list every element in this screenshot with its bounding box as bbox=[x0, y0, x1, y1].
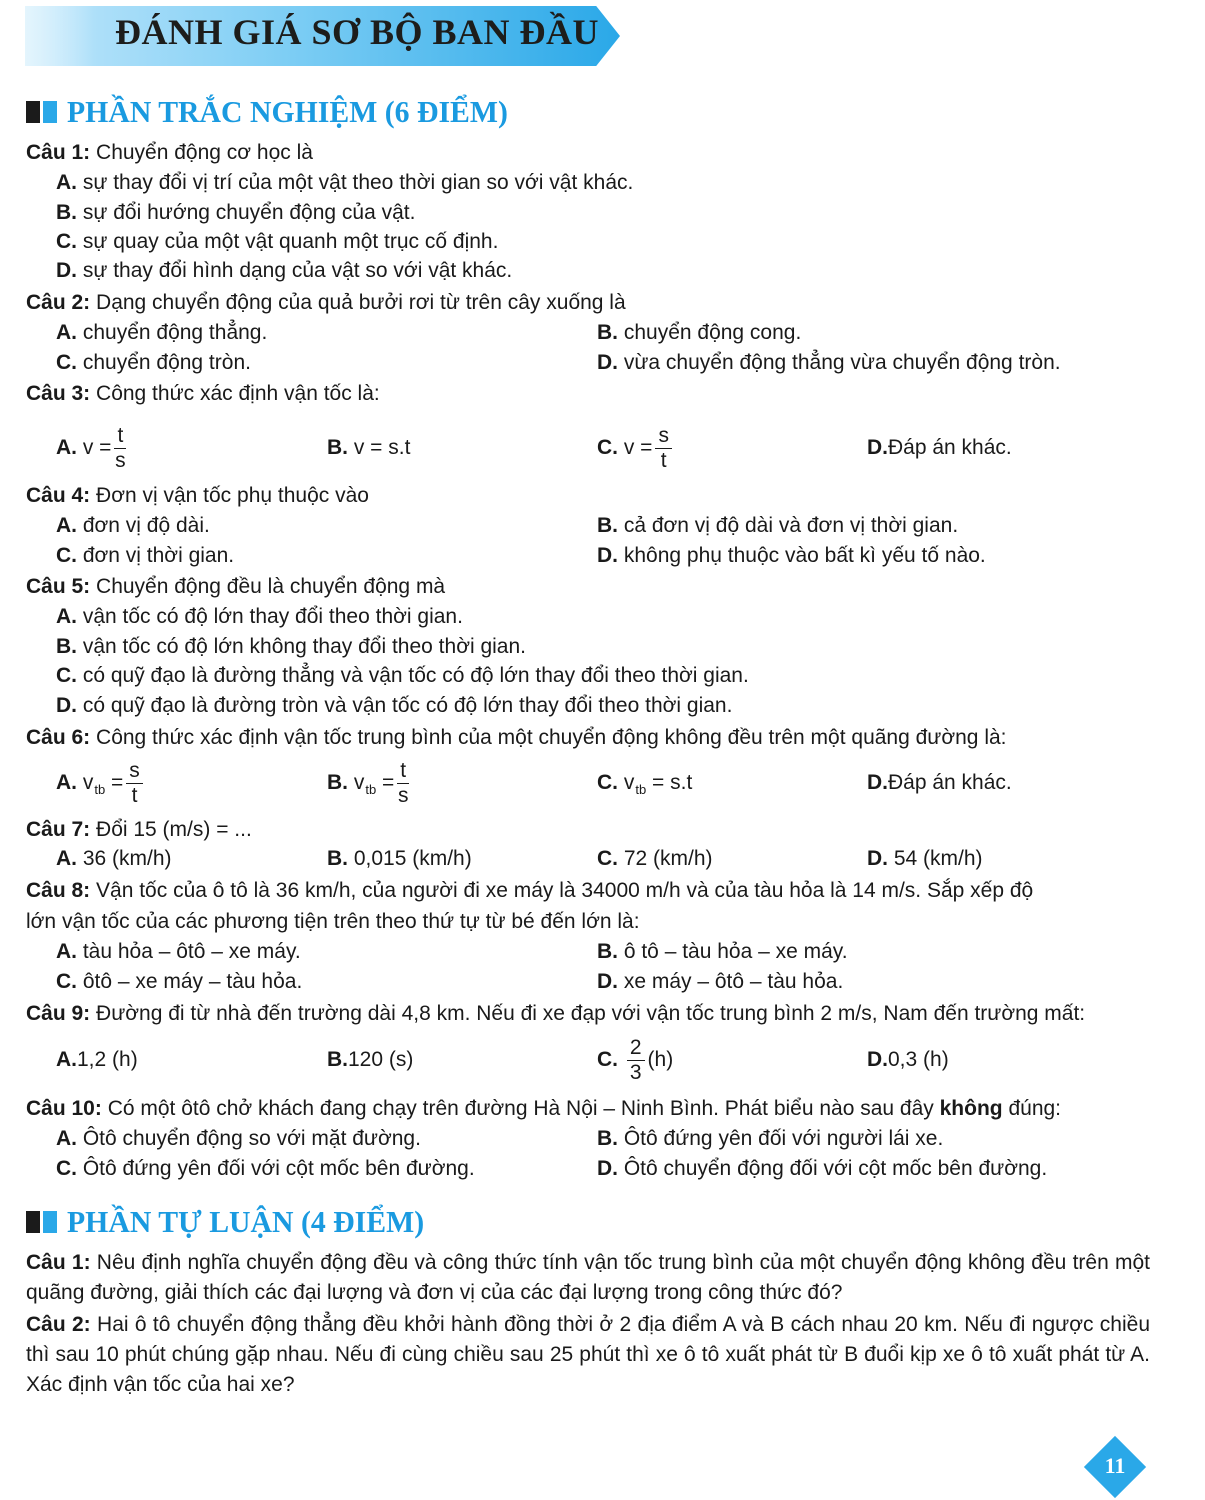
option-4d: D. không phụ thuộc vào bất kì yếu tố nào. bbox=[597, 544, 986, 567]
page-number-badge bbox=[1083, 1435, 1147, 1499]
option-2c: C. chuyển động tròn. bbox=[56, 351, 251, 374]
section-title: PHẦN TRẮC NGHIỆM (6 ĐIỂM) bbox=[67, 94, 508, 129]
option-8b: B. ô tô – tàu hỏa – xe máy. bbox=[597, 940, 848, 963]
option-2d: D. vừa chuyển động thẳng vừa chuyển động tròn. bbox=[597, 351, 1061, 374]
question-text: Chuyển động cơ học là bbox=[90, 141, 313, 164]
option-1d: D. sự thay đổi hình dạng của vật so với vật khác. bbox=[56, 259, 513, 282]
option-9d: D. 0,3 (h) bbox=[867, 1048, 949, 1071]
option-7a: A. 36 (km/h) bbox=[56, 847, 172, 870]
option-8c: C. ôtô – xe máy – tàu hỏa. bbox=[56, 970, 303, 993]
fraction: $\frac{s}{t}$ bbox=[655, 424, 672, 473]
option-8d: D. xe máy – ôtô – tàu hỏa. bbox=[597, 970, 844, 993]
option-1a: A. sự thay đổi vị trí của một vật theo thời gian so với vật khác. bbox=[56, 171, 634, 194]
option-1b: B. sự đổi hướng chuyển động của vật. bbox=[56, 201, 416, 224]
option-10d: D. Ôtô chuyển động đối với cột mốc bên đường. bbox=[597, 1157, 1048, 1180]
option-4a: A. đơn vị độ dài. bbox=[56, 514, 210, 537]
option-7c: C. 72 (km/h) bbox=[597, 847, 713, 870]
option-4b: B. cả đơn vị độ dài và đơn vị thời gian. bbox=[597, 514, 959, 537]
question-7: Câu 7: Đổi 15 (m/s) = ... bbox=[26, 818, 252, 841]
question-5: Câu 5: Chuyển động đều là chuyển động mà bbox=[26, 575, 446, 598]
option-10a: A. Ôtô chuyển động so với mặt đường. bbox=[56, 1127, 421, 1150]
question-8-continued: lớn vận tốc của các phương tiện trên theo thứ tự từ bé đến lớn là: bbox=[26, 910, 640, 933]
option-6c: C. v tb = s.t bbox=[597, 771, 693, 797]
square-bullet-icon bbox=[43, 101, 57, 123]
option-10b: B. Ôtô đứng yên đối với người lái xe. bbox=[597, 1127, 944, 1150]
option-2a: A. chuyển động thẳng. bbox=[56, 321, 268, 344]
question-4: Câu 4: Đơn vị vận tốc phụ thuộc vào bbox=[26, 484, 369, 507]
option-3a: A. v = $\frac{t}{s}$ bbox=[56, 423, 126, 472]
page-number: 11 bbox=[1104, 1453, 1126, 1478]
essay-question-2: Câu 2: Hai ô tô chuyển động thẳng đều khởi hành đồng thời ở 2 địa điểm A và B cách nhau 20 km. Nếu đi ngược chiều thì sau 10 phút chúng gặp nhau. Nếu đi cùng chiều sau 25 phút thì xe ô tô xuất phát từ B đuổi kịp xe ô tô xuất phát từ A. Xác định vận tốc của hai xe? bbox=[26, 1313, 1150, 1396]
question-9: Câu 9: Đường đi từ nhà đến trường dài 4,8 km. Nếu đi xe đạp với vận tốc trung bình 2 m/s, Nam đến trường mất: bbox=[26, 1002, 1086, 1025]
question-6: Câu 6: Công thức xác định vận tốc trung bình của một chuyển động không đều trên một quãng đường là: bbox=[26, 726, 1007, 749]
option-9a: A. 1,2 (h) bbox=[56, 1048, 138, 1071]
option-5c: C. có quỹ đạo là đường thẳng và vận tốc có độ lớn thay đổi theo thời gian. bbox=[56, 664, 749, 687]
option-5a: A. vận tốc có độ lớn thay đổi theo thời gian. bbox=[56, 605, 463, 628]
option-7b: B. 0,015 (km/h) bbox=[327, 847, 472, 870]
square-bullet-icon bbox=[43, 1211, 57, 1233]
fraction: $\frac{t}{s}$ bbox=[115, 423, 126, 472]
option-5d: D. có quỹ đạo là đường tròn và vận tốc có độ lớn thay đổi theo thời gian. bbox=[56, 694, 733, 717]
question-1 bbox=[26, 140, 313, 166]
option-10c: C. Ôtô đứng yên đối với cột mốc bên đường. bbox=[56, 1157, 475, 1180]
option-9b: B. 120 (s) bbox=[327, 1048, 414, 1071]
question-2: Câu 2: Dạng chuyển động của quả bưởi rơi từ trên cây xuống là bbox=[26, 291, 626, 314]
option-3b: B. v = s.t bbox=[327, 436, 411, 459]
fraction: $\frac{t}{s}$ bbox=[397, 758, 409, 807]
option-3c: C. v = $\frac{s}{t}$ bbox=[597, 420, 675, 476]
option-7d: D. 54 (km/h) bbox=[867, 847, 983, 870]
fraction: $\frac{2}{3}$ bbox=[627, 1036, 645, 1085]
question-label: Câu 1: bbox=[26, 141, 91, 164]
essay-question-1: Câu 1: Nêu định nghĩa chuyển động đều và công thức tính vận tốc trung bình của một chuyển động không đều trên một quãng đường, giải thích các đại lượng và đơn vị của các đại lượng trong công thức đó? bbox=[26, 1251, 1150, 1304]
option-3d: D. Đáp án khác. bbox=[867, 436, 1012, 459]
option-6b: B. v tb = $\frac{t}{s}$ bbox=[327, 758, 409, 807]
option-5b: B. vận tốc có độ lớn không thay đổi theo thời gian. bbox=[56, 635, 526, 658]
square-bullet-icon bbox=[26, 101, 40, 123]
fraction: $\frac{s}{t}$ bbox=[126, 759, 143, 808]
option-1c: C. sự quay của một vật quanh một trục cố định. bbox=[56, 230, 499, 253]
option-6d: D. Đáp án khác. bbox=[867, 771, 1012, 794]
question-8: Câu 8: Vận tốc của ô tô là 36 km/h, của người đi xe máy là 34000 m/h và của tàu hỏa là 14 m/s. Sắp xếp độ bbox=[26, 879, 1034, 902]
page-title: ĐÁNH GIÁ SƠ BỘ BAN ĐẦU bbox=[115, 12, 600, 52]
section-title: PHẦN TỰ LUẬN (4 ĐIỂM) bbox=[67, 1204, 425, 1239]
question-10: Câu 10: Có một ôtô chở khách đang chạy trên đường Hà Nội – Ninh Bình. Phát biểu nào sau đây không đúng: bbox=[26, 1097, 1062, 1120]
option-6a: A. v tb = $\frac{s}{t}$ bbox=[56, 755, 146, 811]
question-3: Câu 3: Công thức xác định vận tốc là: bbox=[26, 382, 380, 405]
option-4c: C. đơn vị thời gian. bbox=[56, 544, 235, 567]
option-9c: C. $\frac{2}{3}$ (h) bbox=[597, 1035, 674, 1084]
square-bullet-icon bbox=[26, 1211, 40, 1233]
option-2b: B. chuyển động cong. bbox=[597, 321, 802, 344]
section-heading-essay bbox=[26, 1202, 439, 1242]
section-heading-multiple-choice bbox=[26, 92, 526, 132]
option-8a: A. tàu hỏa – ôtô – xe máy. bbox=[56, 940, 301, 963]
